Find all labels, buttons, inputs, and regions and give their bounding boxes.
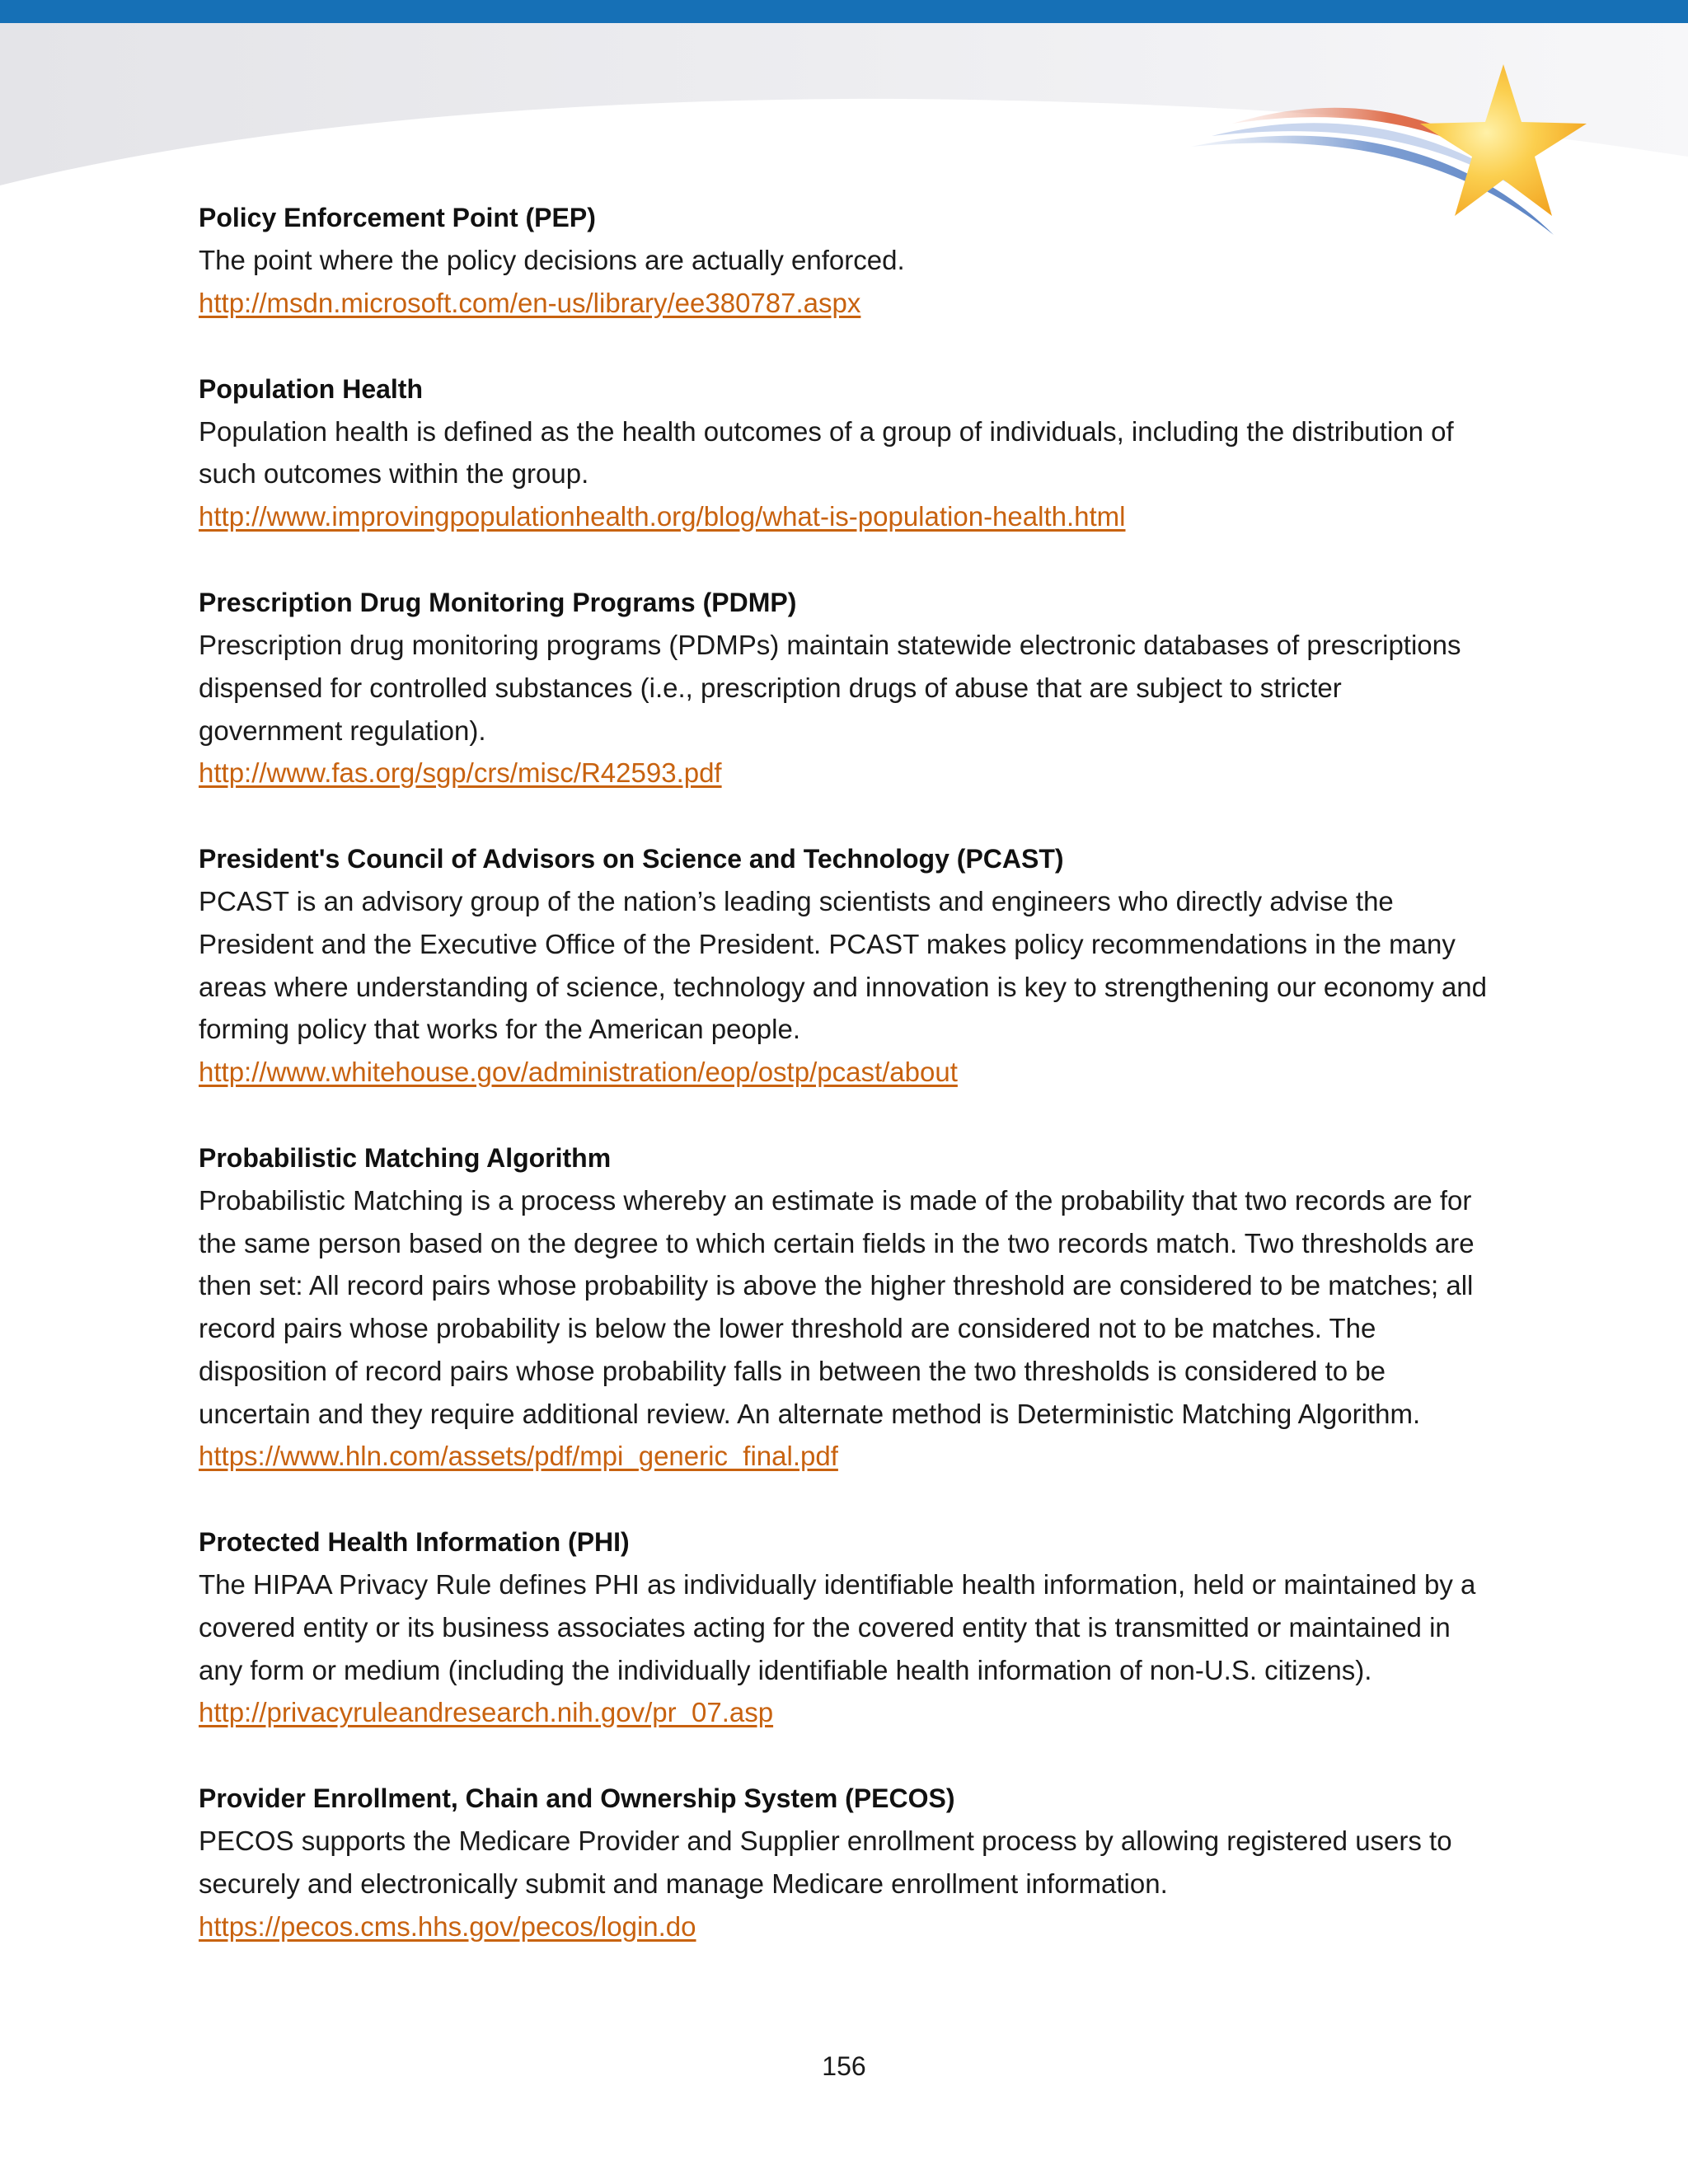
entry-definition: PCAST is an advisory group of the nation’s leading scientists and engineers who directly advise the President and the Executive Office of the President. PCAST makes policy recommendations in the many areas where understanding of science, technology and innovation is key to strengthening our economy and forming policy that works for the American people.	[199, 886, 1488, 1045]
page-number: 156	[822, 2051, 866, 2081]
entry-link[interactable]: http://www.whitehouse.gov/administration/eop/ostp/pcast/about	[199, 1057, 958, 1088]
entry-definition: PECOS supports the Medicare Provider and Supplier enrollment process by allowing registered users to securely and electronically submit and manage Medicare enrollment information.	[199, 1825, 1452, 1900]
header-bar	[0, 0, 1688, 23]
glossary-entry	[199, 581, 1493, 794]
entry-term: Protected Health Information (PHI)	[199, 1527, 630, 1558]
glossary-entry	[199, 1777, 1493, 1947]
entry-definition: Prescription drug monitoring programs (PDMPs) maintain statewide electronic databases of prescriptions dispensed for controlled substances (i.e., prescription drugs of abuse that are subject to stricter government regulation).	[199, 630, 1461, 746]
entry-link[interactable]: http://privacyruleandresearch.nih.gov/pr_07.asp	[199, 1697, 774, 1728]
glossary-content	[199, 196, 1493, 1991]
entry-term: Population Health	[199, 373, 423, 404]
entry-link[interactable]: https://pecos.cms.hhs.gov/pecos/login.do	[199, 1910, 696, 1942]
entry-link[interactable]: http://msdn.microsoft.com/en-us/library/ee380787.aspx	[199, 287, 861, 318]
entry-definition: The point where the policy decisions are actually enforced.	[199, 245, 905, 275]
entry-term: Probabilistic Matching Algorithm	[199, 1143, 612, 1174]
entry-link[interactable]: http://www.improvingpopulationhealth.org/blog/what-is-population-health.html	[199, 501, 1126, 532]
entry-term: Provider Enrollment, Chain and Ownership System (PECOS)	[199, 1783, 955, 1814]
glossary-entry	[199, 196, 1493, 325]
glossary-entry	[199, 1137, 1493, 1478]
entry-link[interactable]: https://www.hln.com/assets/pdf/mpi_generic_final.pdf	[199, 1441, 838, 1472]
entry-definition: Probabilistic Matching is a process whereby an estimate is made of the probability that two records are for the same person based on the degree to which certain fields in the two records match. Two thresholds are then set: All record pairs whose probability is above the higher threshold are considered to be matches; all record pairs whose probability is below the lower threshold are considered not to be matches. The disposition of record pairs whose probability falls in between the two thresholds is considered to be uncertain and they require additional review. An alternate method is Deterministic Matching Algorithm.	[199, 1185, 1475, 1429]
glossary-entry	[199, 837, 1493, 1094]
entry-definition: The HIPAA Privacy Rule defines PHI as individually identifiable health information, held or maintained by a covered entity or its business associates acting for the covered entity that is transmitted or maintained in any form or medium (including the individually identifiable health information of non-U.S. citizens).	[199, 1569, 1476, 1685]
glossary-entry	[199, 368, 1493, 538]
entry-term: Policy Enforcement Point (PEP)	[199, 203, 596, 232]
entry-link[interactable]: http://www.fas.org/sgp/crs/misc/R42593.pdf	[199, 757, 722, 789]
entry-term: President's Council of Advisors on Science and Technology (PCAST)	[199, 844, 1064, 874]
entry-definition: Population health is defined as the health outcomes of a group of individuals, including the distribution of such outcomes within the group.	[199, 415, 1454, 490]
glossary-entry	[199, 1521, 1493, 1734]
entry-term: Prescription Drug Monitoring Programs (PDMP)	[199, 588, 797, 618]
